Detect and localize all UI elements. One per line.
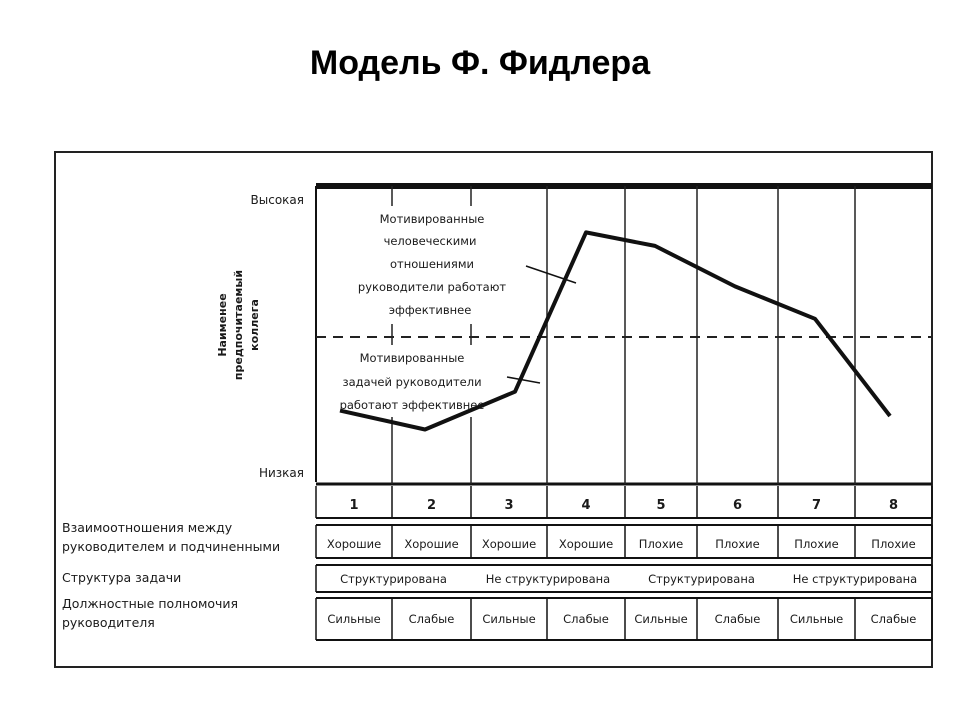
relations-cell-5: Плохие [638, 537, 684, 551]
row-label-structure: Структура задачи [62, 570, 182, 585]
situation-number-6: 6 [732, 498, 743, 513]
situation-number-2: 2 [426, 498, 437, 513]
power-cell-1: Сильные [327, 612, 381, 626]
situation-number-5: 5 [656, 498, 666, 513]
situation-number-4: 4 [581, 498, 591, 513]
situation-number-3: 3 [504, 498, 514, 513]
structure-cell-2: Не структурирована [485, 572, 611, 586]
row-label-power-line-2: руководителя [62, 615, 155, 630]
annotation-task-pointer [507, 377, 540, 383]
relations-cell-1: Хорошие [326, 537, 382, 551]
annotation-relations-line-3: отношениями [390, 257, 474, 271]
annotation-relations-line-4: руководители работают [357, 280, 507, 294]
annotation-relations-line-1: Мотивированные [379, 212, 485, 226]
relations-cell-4: Хорошие [558, 537, 614, 551]
power-cell-3: Сильные [482, 612, 536, 626]
annotation-task-line-1: Мотивированные [359, 351, 465, 365]
relations-cell-8: Плохие [871, 537, 916, 551]
row-label-relations-line-2: руководителем и подчиненными [62, 539, 281, 554]
y-axis-label [216, 270, 261, 380]
situation-number-7: 7 [811, 498, 822, 513]
y-axis-label-line-3: коллега [248, 299, 261, 351]
page-title: Модель Ф. Фидлера [309, 44, 651, 82]
annotation-task-line-3: работают эффективнее [339, 398, 485, 412]
y-axis-label-line-1: Наименее [216, 293, 229, 357]
relations-cell-2: Хорошие [404, 537, 459, 551]
power-cell-4: Слабые [563, 612, 609, 626]
power-cell-6: Слабые [714, 612, 761, 626]
power-cell-7: Сильные [789, 612, 844, 626]
annotation-task-line-2: задачей руководители [342, 375, 482, 389]
y-high-label: Высокая [250, 193, 304, 207]
y-low-label: Низкая [258, 466, 304, 480]
row-label-relations-line-1: Взаимоотношения между [62, 520, 233, 535]
y-axis-label-line-2: предпочитаемый [232, 269, 245, 381]
structure-cell-1: Структурирована [340, 572, 447, 586]
annotation-relations-line-2: человеческими [383, 234, 477, 248]
power-cell-5: Сильные [634, 612, 688, 626]
situation-number-1: 1 [349, 498, 359, 513]
structure-cell-4: Не структурирована [792, 572, 918, 586]
power-cell-8: Слабые [870, 612, 917, 626]
relations-cell-3: Хорошие [481, 537, 537, 551]
relations-cell-6: Плохие [715, 537, 760, 551]
relations-cell-7: Плохие [794, 537, 839, 551]
situation-number-8: 8 [888, 498, 899, 513]
row-label-power-line-1: Должностные полномочия [62, 596, 239, 611]
annotation-relations [340, 206, 520, 324]
annotation-relations-line-5: эффективнее [388, 303, 472, 317]
structure-cell-3: Структурирована [648, 572, 755, 586]
power-cell-2: Слабые [408, 612, 455, 626]
